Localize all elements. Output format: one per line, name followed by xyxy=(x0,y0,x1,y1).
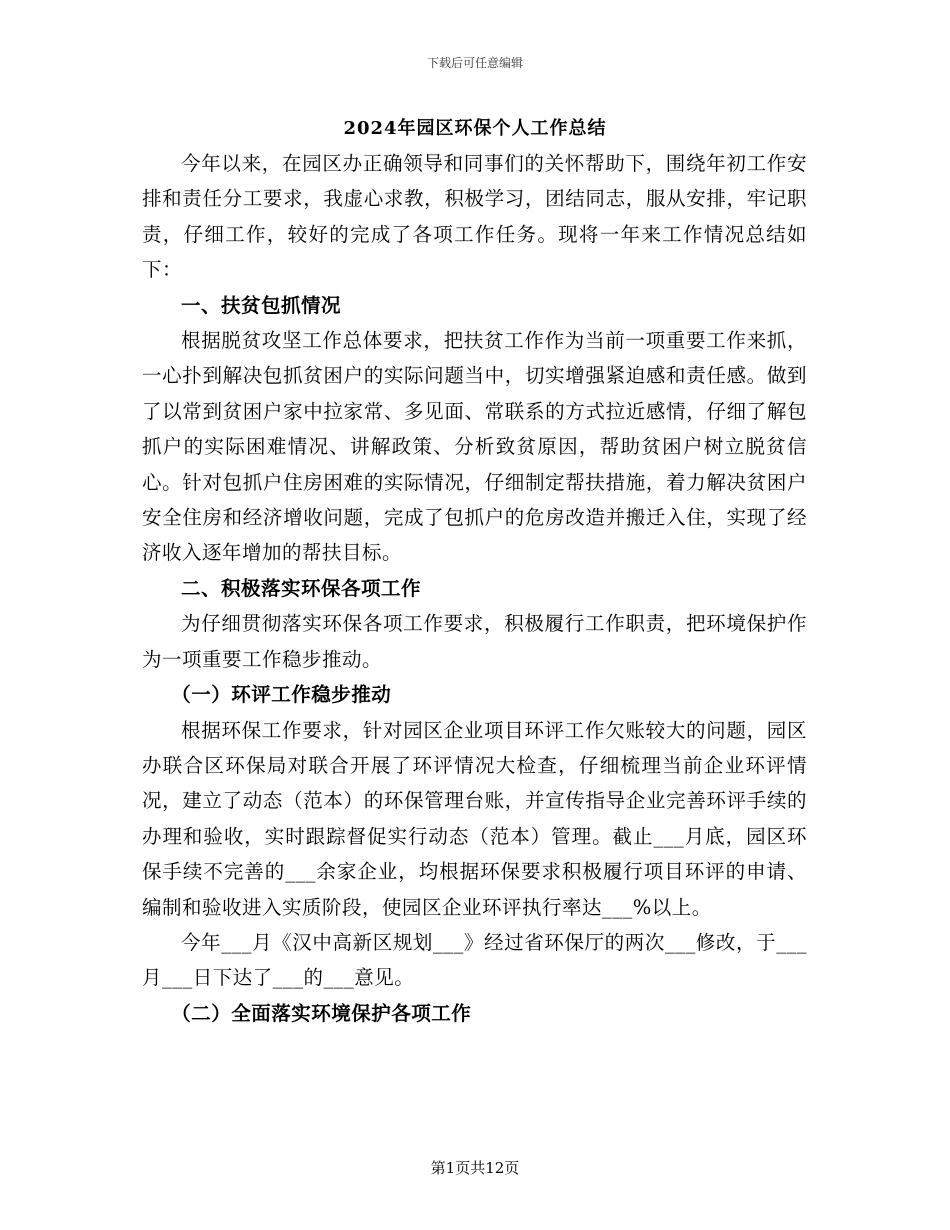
subsection-1-paragraph: 根据环保工作要求，针对园区企业项目环评工作欠账较大的问题，园区办联合区环保局对联合开展了环评情况大检查，仔细梳理当前企业环评情况，建立了动态（范本）的环保管理台账，并宣传指导企业完善环评手续的办理和验收，实时跟踪督促实行动态（范本）管理。截止___月底，园区环保手续不完善的___余家企业，均根据环保要求积极履行项目环评的申请、编制和验收进入实质阶段，使园区企业环评执行率达___%以上。 xyxy=(142,718,807,919)
subsection-1-paragraph-2: 今年___月《汉中高新区规划___》经过省环保厅的两次___修改，于___月___日下达了___的___意见。 xyxy=(142,930,807,990)
section-2-paragraph: 为仔细贯彻落实环保各项工作要求，积极履行工作职责，把环境保护作为一项重要工作稳步推动。 xyxy=(142,612,807,671)
section-1-paragraph: 根据脱贫攻坚工作总体要求，把扶贫工作作为当前一项重要工作来抓，一心扑到解决包抓贫困户的实际问题当中，切实增强紧迫感和责任感。做到了以常到贫困户家中拉家常、多见面、常联系的方式拉近感情，仔细了解包抓户的实际困难情况、讲解政策、分析致贫原因，帮助贫困户树立脱贫信心。针对包抓户住房困难的实际情况，仔细制定帮扶措施，着力解决贫困户安全住房和经济增收问题，完成了包抓户的危房改造并搬迁入住，实现了经济收入逐年增加的帮扶目标。 xyxy=(142,329,807,565)
document-body xyxy=(142,146,807,1031)
section-heading-2: 二、积极落实环保各项工作 xyxy=(181,576,422,600)
section-heading-1: 一、扶贫包抓情况 xyxy=(181,293,342,317)
subsection-heading-2: （二）全面落实环境保护各项工作 xyxy=(171,1001,472,1025)
intro-paragraph: 今年以来，在园区办正确领导和同事们的关怀帮助下，围绕年初工作安排和责任分工要求，我虚心求教，积极学习，团结同志，服从安排，牢记职责，仔细工作，较好的完成了各项工作任务。现将一年来工作情况总结如下： xyxy=(142,152,807,282)
document-title: 2024年园区环保个人工作总结 xyxy=(343,118,607,139)
page-footer: 第1页共12页 xyxy=(430,1159,520,1177)
page-header: 下载后可任意编辑 xyxy=(426,56,523,70)
subsection-heading-1: （一）环评工作稳步推动 xyxy=(171,683,392,707)
